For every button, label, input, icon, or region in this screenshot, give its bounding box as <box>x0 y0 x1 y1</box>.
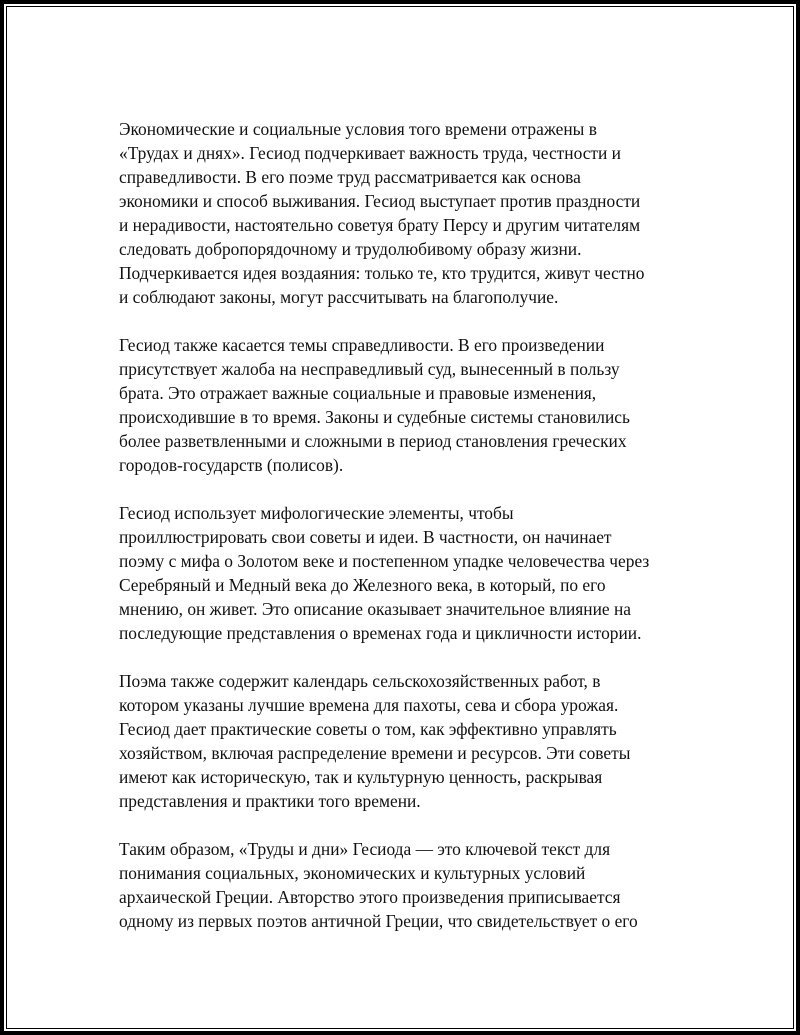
text-line: справедливости. В его поэме труд рассматривается как основа <box>119 167 581 187</box>
paragraph-justice <box>119 333 699 477</box>
text-line: проиллюстрировать свои советы и идеи. В частности, он начинает <box>119 527 612 547</box>
paragraph-calendar <box>119 669 699 813</box>
text-line: присутствует жалоба на несправедливый суд, вынесенный в пользу <box>119 359 620 379</box>
text-line: Экономические и социальные условия того времени отражены в <box>119 119 597 139</box>
text-line: последующие представления о временах года и цикличности истории. <box>119 623 642 643</box>
text-line: котором указаны лучшие времена для пахоты, сева и сбора урожая. <box>119 695 619 715</box>
text-line: Гесиод дает практические советы о том, как эффективно управлять <box>119 719 617 739</box>
text-line: имеют как историческую, так и культурную ценность, раскрывая <box>119 767 603 787</box>
text-line: следовать добропорядочному и трудолюбивому образу жизни. <box>119 239 582 259</box>
text-line: происходившие в то время. Законы и судебные системы становились <box>119 407 630 427</box>
text-line: Поэма также содержит календарь сельскохозяйственных работ, в <box>119 671 601 691</box>
text-line: экономики и способ выживания. Гесиод выступает против праздности <box>119 191 641 211</box>
text-line: архаической Греции. Авторство этого произведения приписывается <box>119 887 621 907</box>
text-line: Подчеркивается идея воздаяния: только те, кто трудится, живут честно <box>119 263 645 283</box>
text-line: и соблюдают законы, могут рассчитывать на благополучие. <box>119 287 559 307</box>
text-line: представления и практики того времени. <box>119 791 421 811</box>
text-line: Серебряный и Медный века до Железного века, в который, по его <box>119 575 606 595</box>
text-line: брата. Это отражает важные социальные и правовые изменения, <box>119 383 597 403</box>
text-line: одному из первых поэтов античной Греции, что свидетельствует о его <box>119 911 638 931</box>
text-line: понимания социальных, экономических и культурных условий <box>119 863 586 883</box>
text-line: и нерадивости, настоятельно советуя брату Персу и другим читателям <box>119 215 641 235</box>
text-line: более разветвленными и сложными в период становления греческих <box>119 431 627 451</box>
text-line: городов-государств (полисов). <box>119 455 344 475</box>
text-line: Таким образом, «Труды и дни» Гесиода — это ключевой текст для <box>119 839 611 859</box>
document-body <box>119 117 699 957</box>
text-line: «Трудах и днях». Гесиод подчеркивает важность труда, честности и <box>119 143 621 163</box>
paragraph-labor <box>119 117 699 309</box>
paragraph-conclusion <box>119 837 699 933</box>
text-line: Гесиод использует мифологические элементы, чтобы <box>119 503 514 523</box>
text-line: поэму с мифа о Золотом веке и постепенном упадке человечества через <box>119 551 650 571</box>
text-line: мнению, он живет. Это описание оказывает значительное влияние на <box>119 599 632 619</box>
text-line: хозяйством, включая распределение времени и ресурсов. Эти советы <box>119 743 631 763</box>
paragraph-mythology <box>119 501 699 645</box>
text-line: Гесиод также касается темы справедливости. В его произведении <box>119 335 605 355</box>
